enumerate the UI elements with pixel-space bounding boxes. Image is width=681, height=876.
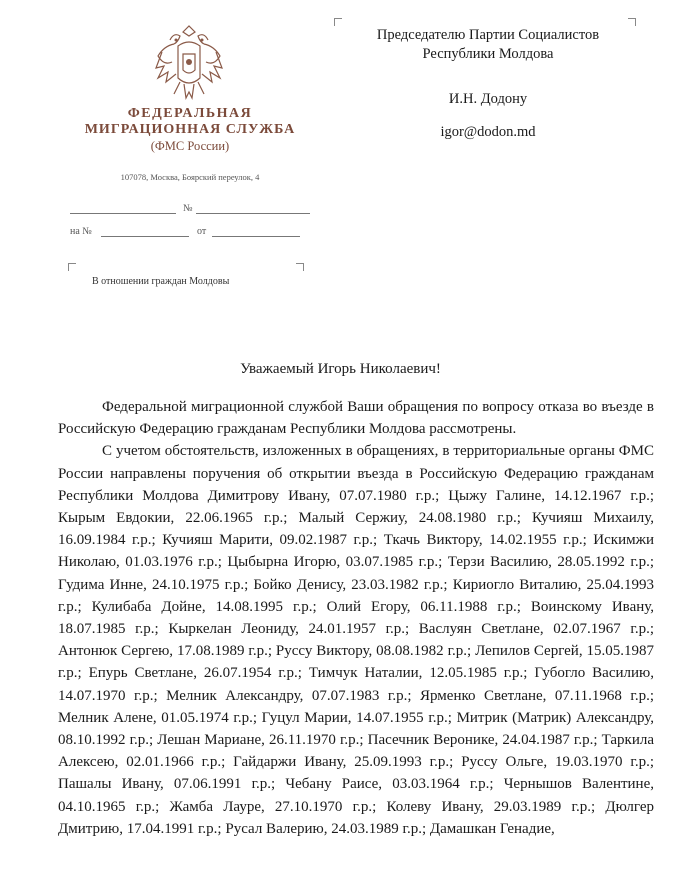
recipient-email: igor@dodon.md — [440, 124, 536, 140]
agency-address: 107078, Москва, Боярский переулок, 4 — [120, 172, 260, 182]
recipient-organization: Республики Молдова — [422, 46, 554, 62]
recipient-corner-right — [628, 18, 636, 26]
recipient-corner-left — [334, 18, 342, 26]
double-headed-eagle-emblem-icon — [150, 22, 228, 104]
from-label: от — [197, 226, 207, 237]
reg-date-line — [70, 213, 176, 214]
recipient-block — [338, 26, 638, 142]
body-paragraph-2: С учетом обстоятельств, изложенных в обращениях, в территориальные органы ФМС России направлены поручения об открытии въезда в Российскую Федерацию гражданам Республики Молдова Димитрову Ивану, 07.07.1980 г.р.; Цыжу Галине, 14.12.1967 г.р.; Кырым Евдокии, 22.06.1965 г.р.; Малый Сержиу, 24.08.1980 г.р.; Кучияш Михаилу, 16.09.1984 г.р.; Кучияш Марити, 09.02.1987 г.р.; Ткачь Виктору, 14.02.1955 г.р.; Искимжи Николаю, 01.03.1976 г.р.; Цыбырна Игорю, 03.07.1985 г.р.; Терзи Василию, 28.05.1992 г.р.; Гудима Инне, 24.10.1975 г.р.; Бойко Денису, 23.03.1982 г.р.; Кириогло Виталию, 25.04.1993 г.р.; Кулибаба Дойне, 14.08.1995 г.р.; Олий Егору, 06.11.1988 г.р.; Воинскому Ивану, 18.07.1985 г.р.; Кыркелан Леониду, 24.01.1957 г.р.; Вaслуян Светлане, 02.07.1967 г.р.; Антонюк Сергею, 17.08.1989 г.р.; Руссу Виктору, 08.08.1982 г.р.; Лепилов Сергей, 15.05.1987 г.р.; Епурь Светлане, 26.07.1954 г.р.; Тимчук Наталии, 12.05.1985 г.р.; Губогло Василию, 14.07.1970 г.р.; Мелник Александру, 07.07.1983 г.р.; Ярменко Светлане, 07.11.1968 г.р.; Мелник Алене, 01.05.1974 г.р.; Гуцул Марии, 14.07.1955 г.р.; Митрик (Матрик) Александру, 08.10.1992 г.р.; Лешан Мариане, 26.11.1970 г.р.; Пасечник Веронике, 24.04.1987 г.р.; Таркила Алексею, 02.01.1966 г.р.; Гайдаржи Ивану, 25.09.1993 г.р.; Руссу Ольге, 19.03.1970 г.р.; Пашалы Ивану, 07.06.1991 г.р.; Чебану Раисе, 03.03.1964 г.р.; Чернышов Валентине, 04.10.1965 г.р.; Жамба Лауре, 27.10.1970 г.р.; Колеву Ивану, 29.03.1989 г.р.; Дюлгер Дмитрию, 17.04.1991 г.р.; Русал Валерию, 24.03.1989 г.р.; Дамашкан Генадие, — [58, 443, 654, 837]
subject-corner-left — [68, 263, 76, 271]
in-reply-number-line — [101, 236, 189, 237]
reg-number-sign: № — [183, 203, 193, 214]
letter-subject: В отношении граждан Молдовы — [92, 276, 230, 287]
agency-name-line1: ФЕДЕРАЛЬНАЯ — [127, 106, 253, 121]
salutation: Уважаемый Игорь Николаевич! — [240, 361, 441, 377]
reg-number-line — [196, 213, 310, 214]
agency-name-line2: МИГРАЦИОННАЯ СЛУЖБА — [84, 122, 296, 137]
agency-abbreviation: (ФМС России) — [150, 139, 230, 153]
in-reply-to-label: на № — [70, 226, 92, 237]
recipient-title: Председателю Партии Социалистов — [376, 27, 600, 43]
agency-block — [60, 106, 320, 155]
letter-body — [58, 396, 654, 840]
body-paragraph-1: Федеральной миграционной службой Ваши обращения по вопросу отказа во въезде в Российскую Федерацию гражданам Республики Молдова рассмотрены. — [58, 399, 654, 438]
subject-corner-right — [296, 263, 304, 271]
recipient-name: И.Н. Додону — [448, 91, 528, 107]
from-date-line — [212, 236, 300, 237]
